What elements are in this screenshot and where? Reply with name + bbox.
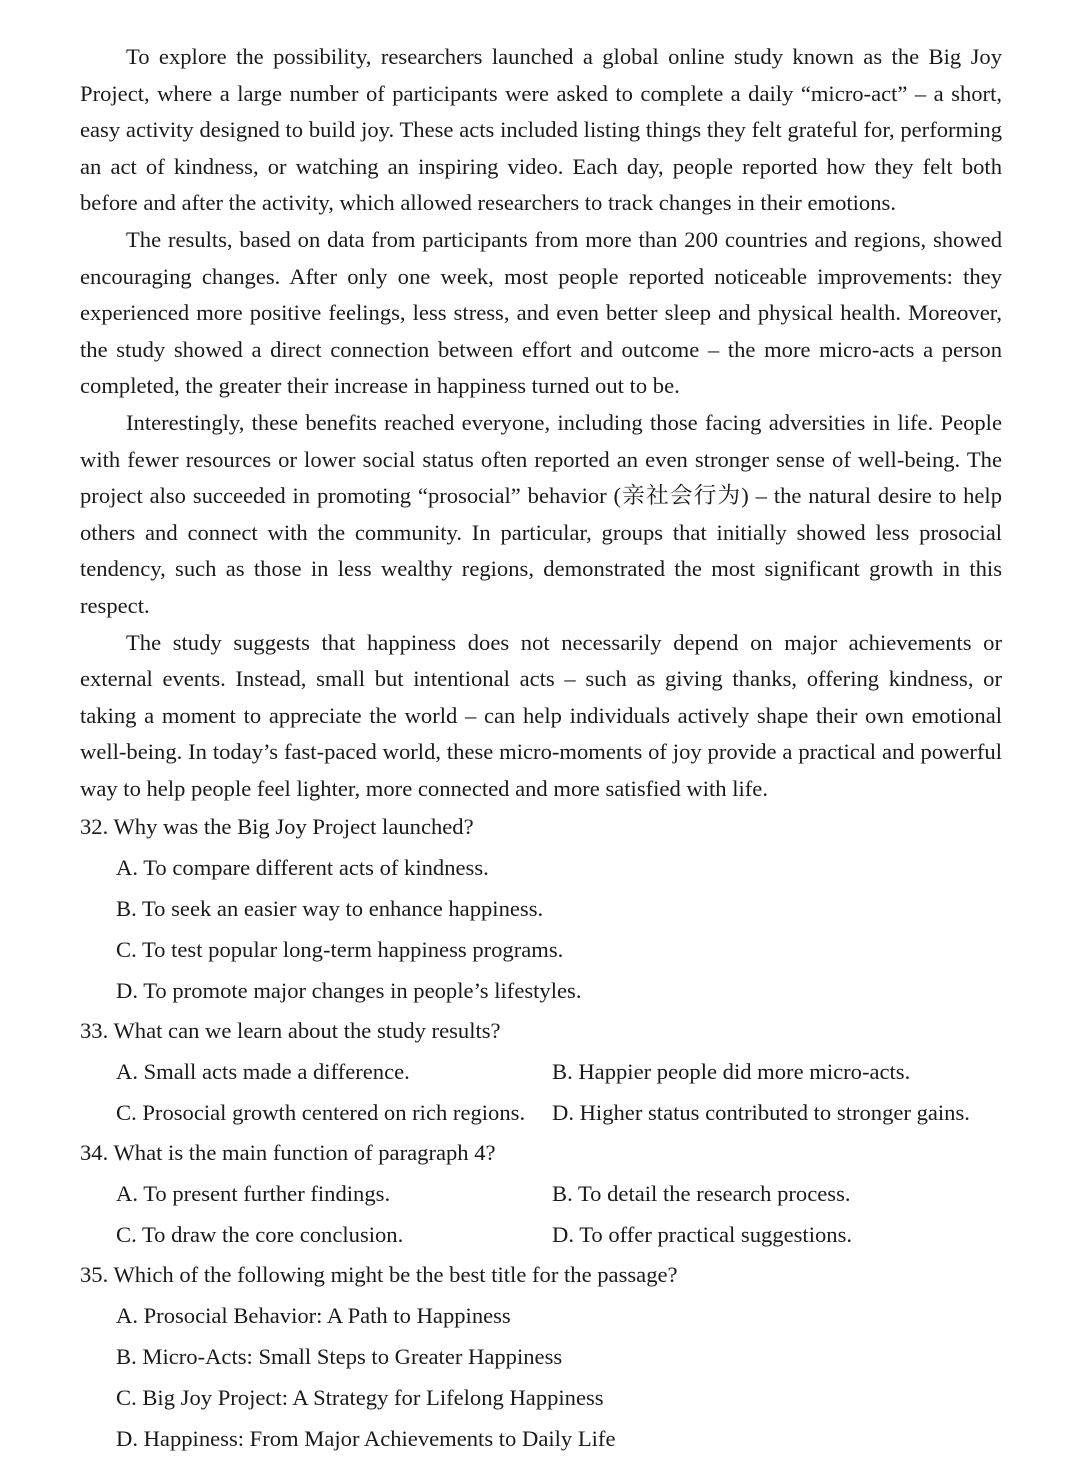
option-b: B. Happier people did more micro-acts. xyxy=(552,1059,911,1085)
option-b: B. Micro-Acts: Small Steps to Greater Happiness xyxy=(116,1344,563,1370)
question-stem: 33. What can we learn about the study results? xyxy=(80,1018,501,1044)
option-c: C. Big Joy Project: A Strategy for Lifelong Happiness xyxy=(116,1385,604,1411)
option-d: D. Happiness: From Major Achievements to Daily Life xyxy=(116,1426,616,1452)
question-stem: 35. Which of the following might be the best title for the passage? xyxy=(80,1262,678,1288)
passage-paragraph-1: To explore the possibility, researchers launched a global online study known as the Big Joy Project, where a large number of participants were asked to complete a daily “micro-act” – a short, easy activity designed to build joy. These acts included listing things they felt grateful for, performing an act of kindness, or watching an inspiring video. Each day, people reported how they felt both before and after the activity, which allowed researchers to track changes in their emotions. xyxy=(80,44,1002,216)
question-34 xyxy=(80,1133,1002,1255)
option-c: C. Prosocial growth centered on rich regions. xyxy=(116,1100,526,1126)
option-row xyxy=(80,1214,1002,1255)
question-32 xyxy=(80,807,1002,1011)
option-b: B. To detail the research process. xyxy=(552,1181,851,1207)
option-a: A. Prosocial Behavior: A Path to Happiness xyxy=(116,1303,511,1329)
option-c: C. To draw the core conclusion. xyxy=(116,1222,404,1248)
option-d: D. To promote major changes in people’s lifestyles. xyxy=(116,978,582,1004)
exam-page xyxy=(80,39,1002,1459)
question-35 xyxy=(80,1255,1002,1459)
option-a: A. To present further findings. xyxy=(116,1181,391,1207)
question-33 xyxy=(80,1011,1002,1133)
question-stem: 34. What is the main function of paragraph 4? xyxy=(80,1140,496,1166)
passage-paragraph-4: The study suggests that happiness does not necessarily depend on major achievements or external events. Instead, small but intentional acts – such as giving thanks, offering kindness, or taking a moment to appreciate the world – can help individuals actively shape their own emotional well-being. In today’s fast-paced world, these micro-moments of joy provide a practical and powerful way to help people feel lighter, more connected and more satisfied with life. xyxy=(80,629,1002,801)
option-d: D. Higher status contributed to stronger gains. xyxy=(552,1100,970,1126)
option-d: D. To offer practical suggestions. xyxy=(552,1222,853,1248)
question-stem: 32. Why was the Big Joy Project launched? xyxy=(80,814,474,840)
option-b: B. To seek an easier way to enhance happiness. xyxy=(116,896,544,922)
question-list xyxy=(80,807,1002,1459)
option-a: A. To compare different acts of kindness. xyxy=(116,855,489,881)
option-c: C. To test popular long-term happiness programs. xyxy=(116,937,564,963)
passage-paragraph-2: The results, based on data from participants from more than 200 countries and regions, showed encouraging changes. After only one week, most people reported noticeable improvements: they experienced more positive feelings, less stress, and even better sleep and physical health. Moreover, the study showed a direct connection between effort and outcome – the more micro-acts a person completed, the greater their increase in happiness turned out to be. xyxy=(80,226,1002,399)
option-row xyxy=(80,1092,1002,1133)
option-a: A. Small acts made a difference. xyxy=(116,1059,410,1085)
option-row xyxy=(80,1173,1002,1214)
option-row xyxy=(80,1051,1002,1092)
passage-paragraph-3: Interestingly, these benefits reached everyone, including those facing adversities in life. People with fewer resources or lower social status often reported an even stronger sense of well-being. The project also succeeded in promoting “prosocial” behavior (亲社会行为) – the natural desire to help others and connect with the community. In particular, groups that initially showed less prosocial tendency, such as those in less wealthy regions, demonstrated the most significant growth in this respect. xyxy=(80,409,1002,618)
reading-passage xyxy=(80,39,1002,807)
